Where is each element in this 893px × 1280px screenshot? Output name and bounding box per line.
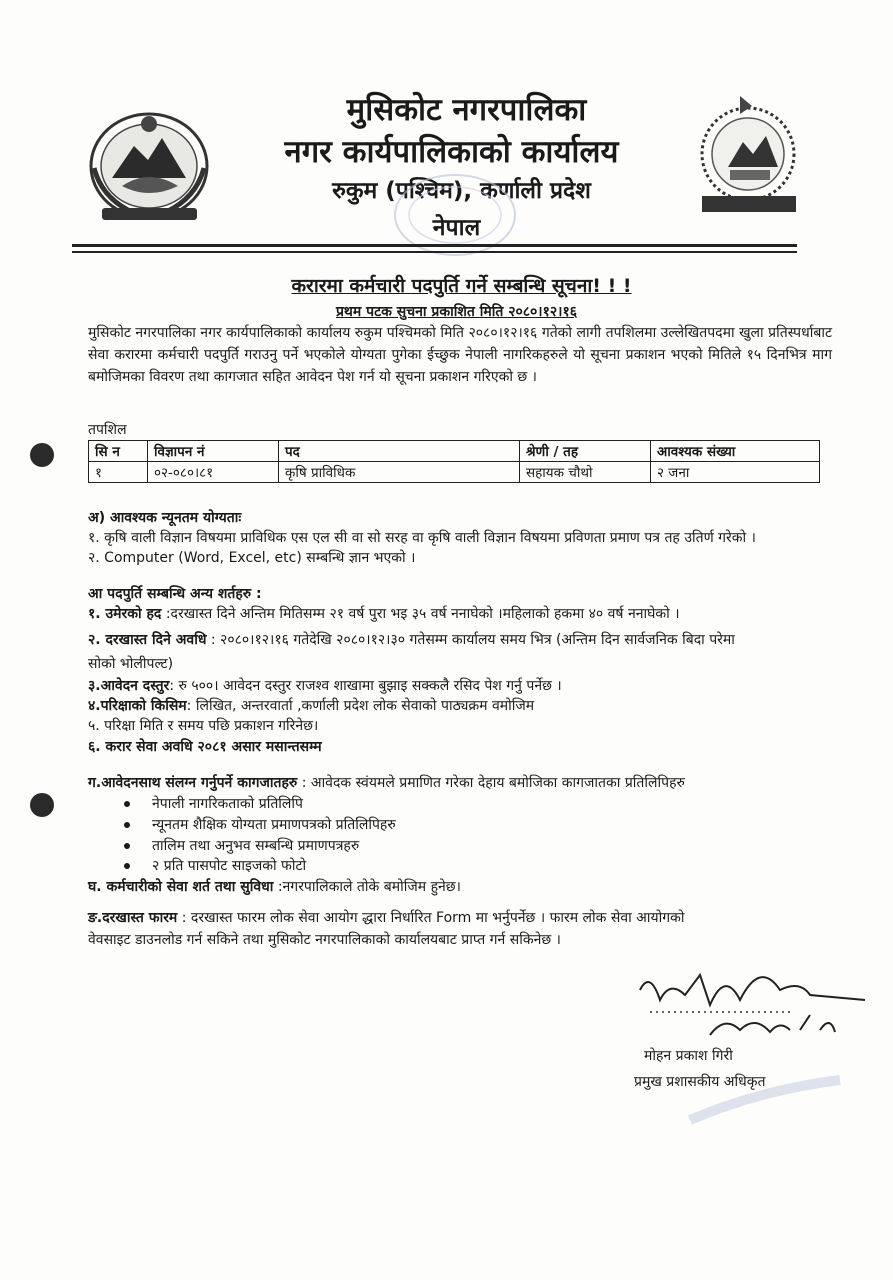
list-item [124,856,306,875]
section-c-heading [88,773,685,792]
section-d-text: :नगरपालिकाले तोके बमोजिम हुनेछ। [273,879,461,895]
condition-exam-type-label: ४.परिक्षाको किसिम [88,698,187,714]
condition-fee-label: ३.आवेदन दस्तुर [88,678,170,694]
col-header-serial: सि न [89,441,148,462]
section-e-text: : दरखास्त फारम लोक सेवा आयोग द्धारा निर्धारित Form मा भर्नुपर्नेछ । फारम लोक सेवा आयोगको [177,910,685,926]
district-province: रुकुम (पश्चिम), कर्णाली प्रदेश [332,178,591,204]
condition-period [88,630,735,649]
list-item [124,794,303,813]
bullet-icon [124,822,130,828]
section-e [88,908,685,927]
notice-subtitle: प्रथम पटक सुचना प्रकाशित मिति २०८०।१२।१६ [335,304,578,320]
section-a-heading: अ) आवश्यक न्यूनतम योग्यताः [88,510,242,526]
condition-period-label: २. दरखास्त दिने अवधि [88,632,207,648]
table-row [89,462,820,483]
signatory-title: प्रमुख प्रशासकीय अधिकृत [634,1074,766,1090]
cell-ad-number: ०२-०८०।८१ [148,462,279,483]
punch-hole [30,793,54,817]
vacancy-table [88,440,820,483]
section-e-cont: वेवसाइट डाउनलोड गर्न सकिने तथा मुसिकोट नगरपालिकाको कार्यालयबाट प्राप्त गर्न सकिनेछ । [88,932,561,948]
bullet-icon [124,863,130,869]
country-name: नेपाल [432,215,481,241]
list-item [124,836,359,855]
qualification-item: १. कृषि वाली विज्ञान विषयमा प्राविधिक एस एल सी वा सो सरह वा कृषि वाली विज्ञान विषयमा प्रविणता प्रमाण पत्र तह उतिर्ण गरेको । [88,530,756,546]
col-header-ad-number: विज्ञापन नं [148,441,279,462]
signature-icon [630,960,870,1050]
list-item [124,815,396,834]
list-item-text: नेपाली नागरिकताको प्रतिलिपि [152,796,303,812]
condition-period-cont: सोको भोलीपल्ट) [88,656,174,672]
cell-serial: १ [89,462,148,483]
office-stamp-icon [380,168,530,263]
col-header-post: पद [279,441,520,462]
header-divider [72,244,797,247]
condition-age [88,604,680,623]
header-divider-thin [72,251,797,253]
section-d-label: घ. कर्मचारीको सेवा शर्त तथा सुविधा [88,879,274,895]
office-name: नगर कार्यपालिकाको कार्यालय [284,134,619,170]
list-item-text: न्यूनतम शैक्षिक योग्यता प्रमाणपत्रको प्रतिलिपिहरु [152,817,396,833]
section-d [88,877,461,896]
condition-exam-type [88,696,534,715]
cell-required-count: २ जना [651,462,820,483]
col-header-level: श्रेणी / तह [520,441,651,462]
list-item-text: तालिम तथा अनुभव सम्बन्धि प्रमाणपत्रहरु [152,838,360,854]
bullet-icon [124,801,130,807]
qualification-item: २. Computer (Word, Excel, etc) सम्बन्धि ज्ञान भएको । [88,550,416,566]
notice-title: करारमा कर्मचारी पदपुर्ति गर्ने सम्बन्धि सूचना! ! ! [291,275,632,297]
signatory-name: मोहन प्रकाश गिरी [644,1048,733,1064]
table-caption: तपशिल [88,422,127,438]
bullet-icon [124,843,130,849]
condition-period-text: : २०८०।१२।१६ गतेदेखि २०८०।१२।३० गतेसम्म कार्यालय समय भित्र (अन्तिम दिन सार्वजनिक बिदा परेमा [206,632,735,648]
col-header-required-count: आवश्यक संख्या [651,441,820,462]
section-b-heading: आ पदपुर्ति सम्बन्धि अन्य शर्तहरु : [88,586,262,602]
condition-contract-period: ६. करार सेवा अवधि २०८१ असार मसान्तसम्म [88,739,322,755]
cell-level: सहायक चौथो [520,462,651,483]
section-c-text: : आवेदक स्वंयमले प्रमाणित गरेका देहाय बमोजिका कागजातका प्रतिलिपिहरु [297,775,685,791]
condition-age-text: :दरखास्त दिने अन्तिम मितिसम्म २१ वर्ष पुरा भइ ३५ वर्ष ननाघेको ।महिलाको हकमा ४० वर्ष ननाघेको । [161,606,680,622]
condition-fee-text: : रु ५००। आवेदन दस्तुर राजश्व शाखामा बुझाइ सक्कलै रसिद पेश गर्नु पर्नेछ । [169,678,562,694]
office-stamp-icon [680,1060,850,1140]
list-item-text: २ प्रति पासपोट साइजको फोटो [152,858,307,874]
cell-post: कृषि प्राविधिक [279,462,520,483]
condition-age-label: १. उमेरको हद [88,606,162,622]
punch-hole [30,443,54,467]
table-header-row [89,441,820,462]
condition-exam-date: ५. परिक्षा मिति र समय पछि प्रकाशन गरिनेछ। [88,718,319,734]
section-c-label: ग.आवेदनसाथ संलग्न गर्नुपर्ने कागजातहरु [88,775,298,791]
section-e-label: ङ.दरखास्त फारम [88,910,178,926]
condition-fee [88,676,562,695]
intro-paragraph: मुसिकोट नगरपालिका नगर कार्यपालिकाको कार्यालय रुकुम पश्चिमको मिति २०८०।१२।१६ गतेको लागी तपशिलमा उल्लेखितपदमा खुला प्रतिस्पर्धाबाट सेवा करारमा कर्मचारी पदपुर्ति गराउनु पर्ने भएकोले योग्यता पुगेका ईच्छुक नेपाली नागरिकहरुले यो सूचना प्रकाशन भएको मितिले १५ दिनभित्र माग बमोजिमका विवरण तथा कागजात सहित आवेदन पेश गर्न यो सूचना प्रकाशन गरिएको छ । [88,325,832,385]
condition-exam-type-text: : लिखित, अन्तरवार्ता ,कर्णाली प्रदेश लोक सेवाको पाठ्यक्रम वमोजिम [186,698,535,714]
municipality-name: मुसिकोट नगरपालिका [346,92,587,128]
